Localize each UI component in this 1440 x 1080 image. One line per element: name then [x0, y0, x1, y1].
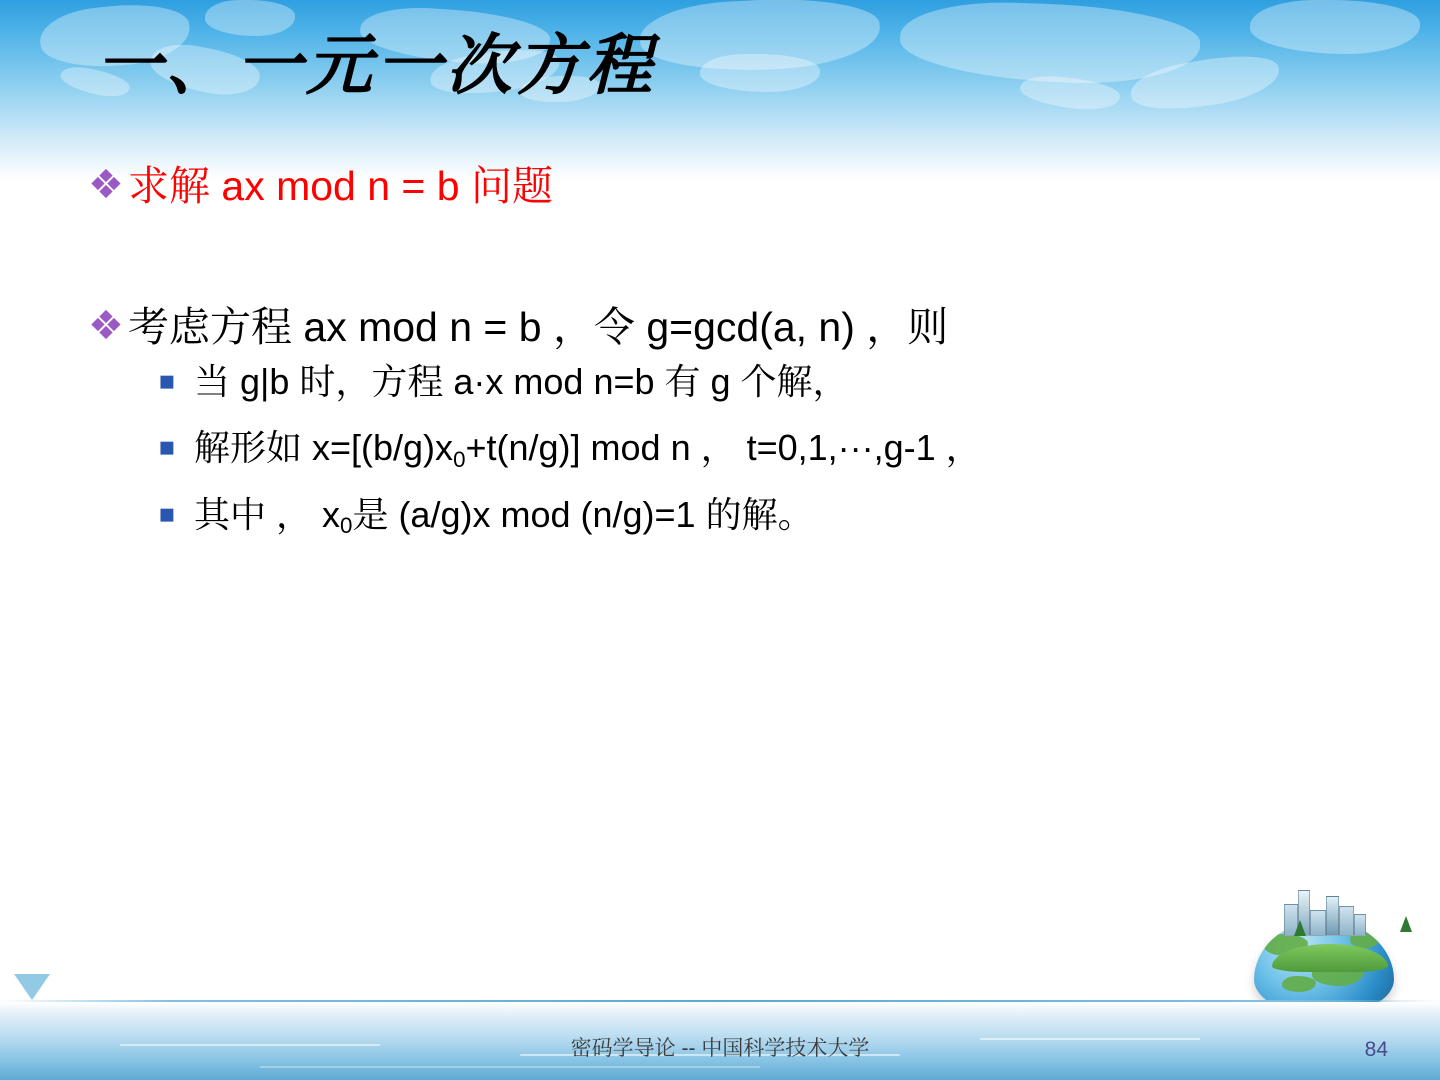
bullet-text: 考虑方程 ax mod n = b ，令 g=gcd(a, n) ，则 [128, 304, 949, 351]
sea-streak [260, 1066, 760, 1068]
formula-subscript: 0 [453, 446, 466, 472]
nav-down-triangle-icon[interactable] [14, 974, 50, 1000]
world-map-shape [1250, 0, 1420, 54]
building [1326, 896, 1339, 936]
slide-body [0, 160, 1440, 559]
building [1339, 906, 1354, 936]
globe-land-mass [1282, 976, 1316, 992]
tree-icon [1400, 916, 1412, 932]
bullet-item-1 [0, 160, 1440, 213]
formula-prefix: 解形如 x=[(b/g)x [194, 427, 454, 469]
globe-graphic-icon [1248, 886, 1404, 1018]
diamond-bullet-icon: ❖ [88, 303, 124, 350]
page-number: 84 [1364, 1038, 1388, 1061]
sub-bullet-item-3 [0, 492, 1440, 539]
slide-title: 一、一元一次方程 [96, 26, 656, 104]
tree-icon [1294, 920, 1306, 936]
building [1310, 910, 1326, 936]
square-bullet-icon: ▪ [158, 499, 176, 530]
sub-bullet-item-1 [0, 359, 1440, 406]
bullet-text: 求解 ax mod n = b 问题 [128, 163, 553, 209]
formula-prefix: 其中 ， x [194, 494, 341, 536]
formula-suffix: 是 (a/g)x mod (n/g)=1 的解。 [352, 494, 814, 536]
square-bullet-icon: ▪ [158, 432, 176, 463]
bullet-item-2 [0, 301, 1440, 354]
square-bullet-icon: ▪ [158, 365, 176, 396]
building [1354, 914, 1366, 936]
world-map-shape [700, 54, 820, 92]
diamond-bullet-icon: ❖ [88, 162, 124, 208]
content-spacer [0, 217, 1440, 301]
sub-bullet-text [194, 425, 982, 472]
formula-subscript: 0 [340, 513, 353, 539]
city-skyline-icon [1282, 886, 1372, 936]
sub-bullet-text [194, 492, 814, 539]
formula-suffix: +t(n/g)] mod n ， t=0,1,···,g-1 ， [465, 427, 982, 469]
sub-bullet-item-2 [0, 425, 1440, 472]
footer-text: 密码学导论 -- 中国科学技术大学 [570, 1037, 870, 1060]
sub-bullet-text: 当 g|b 时，方程 a·x mod n=b 有 g 个解， [194, 360, 849, 402]
